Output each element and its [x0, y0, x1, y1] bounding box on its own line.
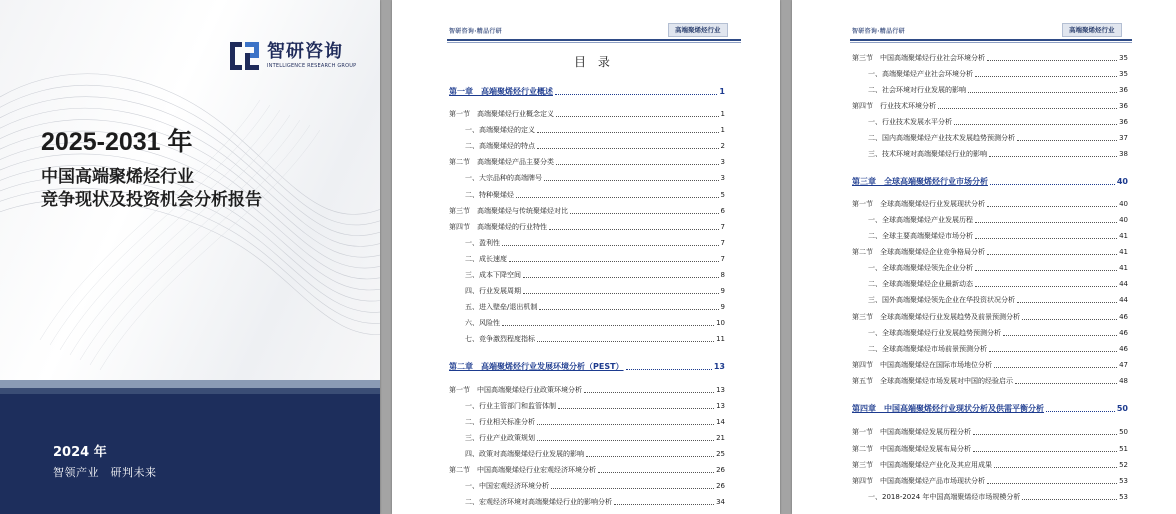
- toc-item-entry[interactable]: [868, 262, 1128, 273]
- toc-entry-label: 二、国内高端聚烯烃产业技术发展趋势预测分析: [868, 134, 1015, 142]
- toc-page-number: 44: [1119, 280, 1128, 288]
- toc-page-number: 52: [1119, 461, 1128, 469]
- toc-entry-label: 一、中国宏观经济环境分析: [465, 482, 549, 490]
- toc-entry-label: 第三节 中国高端聚烯烃产业化及其应用成果: [852, 461, 992, 469]
- toc-item-entry[interactable]: [868, 68, 1128, 79]
- toc-section-entry[interactable]: [449, 384, 725, 395]
- toc-page-number: 10: [716, 319, 725, 327]
- toc-page-number: 50: [1119, 428, 1128, 436]
- toc-leader-dots: [1046, 411, 1115, 412]
- toc-leader-dots: [1003, 335, 1117, 336]
- toc-entry-label: 二、社会环境对行业发展的影响: [868, 86, 966, 94]
- toc-entry-label: 第二节 全球高端聚烯烃企业竞争格局分析: [852, 248, 985, 256]
- toc-entry-label: 第二节 高端聚烯烃产品主要分类: [449, 158, 554, 166]
- toc-page-number: 7: [720, 223, 725, 231]
- toc-leader-dots: [975, 238, 1117, 239]
- toc-leader-dots: [537, 440, 714, 441]
- toc-chapter-entry[interactable]: [449, 86, 725, 97]
- toc-leader-dots: [938, 108, 1117, 109]
- toc-item-entry[interactable]: [868, 84, 1128, 95]
- toc-section-entry[interactable]: [852, 311, 1128, 322]
- toc-entry-label: 一、全球高端聚烯烃产业发展历程: [868, 216, 973, 224]
- toc-entry-label: 第一节 中国高端聚烯烃发展历程分析: [852, 428, 971, 436]
- toc-item-entry[interactable]: [465, 317, 725, 328]
- toc-entry-label: 第三节 高端聚烯烃与传统聚烯烃对比: [449, 207, 568, 215]
- toc-item-entry[interactable]: [868, 230, 1128, 241]
- toc-item-entry[interactable]: [465, 432, 725, 443]
- toc-leader-dots: [614, 504, 714, 505]
- toc-list: [792, 0, 1176, 514]
- toc-item-entry[interactable]: [868, 214, 1128, 225]
- toc-entry-label: 一、高端聚烯烃产业社会环境分析: [868, 70, 973, 78]
- toc-entry-label: 三、国外高端聚烯烃领先企业在华投资状况分析: [868, 296, 1015, 304]
- toc-entry-label: 第三节 中国高端聚烯烃行业社会环境分析: [852, 54, 985, 62]
- toc-page-number: 35: [1119, 70, 1128, 78]
- toc-entry-label: 第三节 全球高端聚烯烃行业发展趋势及前景预测分析: [852, 313, 1020, 321]
- toc-page-number: 13: [716, 402, 725, 410]
- report-title-line2: 竞争现状及投资机会分析报告: [41, 190, 262, 210]
- toc-leader-dots: [990, 184, 1115, 185]
- toc-page-number: 9: [720, 287, 725, 295]
- toc-section-entry[interactable]: [852, 100, 1128, 111]
- page-header-right: 高端聚烯烃行业: [668, 23, 728, 37]
- logo-mark-icon: [229, 40, 261, 72]
- toc-item-entry[interactable]: [465, 189, 725, 200]
- toc-page-number: 2: [720, 142, 725, 150]
- toc-item-entry[interactable]: [465, 333, 725, 344]
- toc-entry-label: 一、行业技术发展水平分析: [868, 118, 952, 126]
- page-header-left: 智研咨询·精品行研: [449, 28, 502, 35]
- toc-page-number: 48: [1119, 377, 1128, 385]
- toc-entry-label: 二、成长速度: [465, 255, 507, 263]
- toc-leader-dots: [1017, 140, 1117, 141]
- toc-section-entry[interactable]: [852, 52, 1128, 63]
- toc-chapter-entry[interactable]: [852, 403, 1128, 414]
- toc-section-entry[interactable]: [449, 108, 725, 119]
- toc-leader-dots: [994, 467, 1117, 468]
- toc-entry-label: 一、全球高端聚烯烃行业发展趋势预测分析: [868, 329, 1001, 337]
- toc-page-number: 46: [1119, 329, 1128, 337]
- toc-item-entry[interactable]: [465, 480, 725, 491]
- toc-leader-dots: [1022, 499, 1117, 500]
- toc-page-number: 53: [1119, 493, 1128, 501]
- toc-page-number: 40: [1119, 200, 1128, 208]
- toc-item-entry[interactable]: [465, 285, 725, 296]
- toc-page-number: 26: [716, 482, 725, 490]
- toc-item-entry[interactable]: [868, 278, 1128, 289]
- toc-entry-label: 四、政策对高端聚烯烃行业发展的影响: [465, 450, 584, 458]
- toc-item-entry[interactable]: [465, 124, 725, 135]
- toc-page-number: 25: [716, 450, 725, 458]
- toc-leader-dots: [987, 483, 1117, 484]
- toc-page-number: 46: [1119, 313, 1128, 321]
- logo-text: 智研咨询: [267, 41, 343, 62]
- toc-page-number: 7: [720, 255, 725, 263]
- toc-leader-dots: [598, 472, 714, 473]
- toc-page-number: 34: [716, 498, 725, 506]
- toc-page-number: 51: [1119, 445, 1128, 453]
- toc-entry-label: 七、竞争激烈程度指标: [465, 335, 535, 343]
- toc-leader-dots: [539, 309, 718, 310]
- toc-page-1[interactable]: [392, 0, 780, 514]
- toc-leader-dots: [987, 60, 1117, 61]
- toc-leader-dots: [626, 369, 712, 370]
- toc-section-entry[interactable]: [852, 459, 1128, 470]
- toc-leader-dots: [558, 408, 714, 409]
- toc-page-number: 7: [720, 239, 725, 247]
- toc-leader-dots: [975, 222, 1117, 223]
- toc-entry-label: 二、宏观经济环境对高端聚烯烃行业的影响分析: [465, 498, 612, 506]
- toc-item-entry[interactable]: [465, 496, 725, 507]
- toc-page-number: 26: [716, 466, 725, 474]
- toc-item-entry[interactable]: [868, 132, 1128, 143]
- toc-entry-label: 第一节 全球高端聚烯烃行业发展现状分析: [852, 200, 985, 208]
- toc-section-entry[interactable]: [852, 246, 1128, 257]
- toc-entry-label: 第四节 中国高端聚烯烃产品市场现状分析: [852, 477, 985, 485]
- page-header-left: 智研咨询·精品行研: [852, 28, 905, 35]
- toc-page-number: 41: [1119, 232, 1128, 240]
- toc-leader-dots: [975, 76, 1117, 77]
- toc-item-entry[interactable]: [465, 253, 725, 264]
- toc-entry-label: 第二章 高端聚烯烃行业发展环境分析（PEST）: [449, 362, 624, 371]
- toc-entry-label: 二、行业相关标准分析: [465, 418, 535, 426]
- report-title-line1: 中国高端聚烯烃行业: [41, 167, 194, 187]
- toc-item-entry[interactable]: [868, 116, 1128, 127]
- toc-page-number: 38: [1119, 150, 1128, 158]
- toc-leader-dots: [989, 156, 1117, 157]
- toc-item-entry[interactable]: [465, 448, 725, 459]
- toc-leader-dots: [537, 132, 719, 133]
- toc-entry-label: 一、高端聚烯烃的定义: [465, 126, 535, 134]
- toc-item-entry[interactable]: [465, 416, 725, 427]
- toc-page-2[interactable]: [792, 0, 1176, 514]
- toc-entry-label: 二、高端聚烯烃的特点: [465, 142, 535, 150]
- toc-entry-label: 第一节 中国高端聚烯烃行业政策环境分析: [449, 386, 582, 394]
- toc-leader-dots: [584, 392, 714, 393]
- toc-section-entry[interactable]: [449, 464, 725, 475]
- toc-page-number: 8: [720, 271, 725, 279]
- toc-page-number: 36: [1119, 86, 1128, 94]
- toc-item-entry[interactable]: [868, 327, 1128, 338]
- toc-page-number: 1: [720, 110, 725, 118]
- toc-leader-dots: [509, 261, 719, 262]
- toc-page-number: 13: [716, 386, 725, 394]
- toc-page-number: 1: [720, 126, 725, 134]
- toc-leader-dots: [551, 488, 714, 489]
- toc-leader-dots: [537, 424, 714, 425]
- toc-entry-label: 第一节 高端聚烯烃行业概念定义: [449, 110, 554, 118]
- toc-leader-dots: [989, 351, 1117, 352]
- toc-section-entry[interactable]: [852, 375, 1128, 386]
- toc-leader-dots: [968, 92, 1117, 93]
- toc-entry-label: 一、全球高端聚烯烃领先企业分析: [868, 264, 973, 272]
- toc-section-entry[interactable]: [852, 475, 1128, 486]
- toc-page-number: 37: [1119, 134, 1128, 142]
- toc-item-entry[interactable]: [465, 269, 725, 280]
- toc-list: [392, 0, 780, 514]
- publish-year: 2024 年: [53, 445, 107, 460]
- toc-leader-dots: [954, 124, 1117, 125]
- toc-leader-dots: [586, 456, 714, 457]
- report-year-range: 2025-2031 年: [41, 128, 193, 156]
- toc-page-number: 9: [720, 303, 725, 311]
- toc-leader-dots: [987, 206, 1117, 207]
- toc-leader-dots: [502, 325, 714, 326]
- toc-entry-label: 第四节 行业技术环境分析: [852, 102, 936, 110]
- toc-page-number: 3: [720, 158, 725, 166]
- toc-section-entry[interactable]: [852, 198, 1128, 209]
- toc-entry-label: 五、进入壁垒/退出机制: [465, 303, 538, 311]
- toc-entry-label: 三、行业产业政策规划: [465, 434, 535, 442]
- toc-page-number: 47: [1119, 361, 1128, 369]
- toc-page-number: 13: [713, 362, 725, 371]
- toc-item-entry[interactable]: [868, 148, 1128, 159]
- toc-item-entry[interactable]: [868, 343, 1128, 354]
- toc-page-number: 44: [1119, 296, 1128, 304]
- toc-page-number: 50: [1116, 404, 1128, 413]
- toc-section-entry[interactable]: [449, 205, 725, 216]
- toc-entry-label: 二、全球高端聚烯烃企业最新动态: [868, 280, 973, 288]
- toc-section-entry[interactable]: [852, 443, 1128, 454]
- toc-leader-dots: [544, 180, 719, 181]
- toc-entry-label: 第四节 高端聚烯烃的行业特性: [449, 223, 547, 231]
- toc-entry-label: 三、成本下降空间: [465, 271, 521, 279]
- toc-chapter-entry[interactable]: [852, 176, 1128, 187]
- toc-entry-label: 一、行业主管部门和监管体制: [465, 402, 556, 410]
- toc-entry-label: 一、盈利性: [465, 239, 500, 247]
- toc-item-entry[interactable]: [465, 237, 725, 248]
- logo-subtext: INTELLIGENCE RESEARCH GROUP: [267, 63, 357, 69]
- toc-leader-dots: [973, 451, 1117, 452]
- toc-leader-dots: [570, 213, 719, 214]
- toc-page-number: 14: [716, 418, 725, 426]
- toc-page-number: 41: [1119, 248, 1128, 256]
- toc-leader-dots: [1022, 319, 1117, 320]
- toc-entry-label: 六、风险性: [465, 319, 500, 327]
- toc-leader-dots: [556, 164, 719, 165]
- toc-page-number: 21: [716, 434, 725, 442]
- toc-entry-label: 一、2018-2024 年中国高端聚烯烃市场规模分析: [868, 493, 1021, 501]
- toc-page-number: 36: [1119, 118, 1128, 126]
- toc-title: 目 录: [574, 55, 614, 69]
- toc-leader-dots: [1015, 383, 1117, 384]
- toc-section-entry[interactable]: [852, 359, 1128, 370]
- toc-item-entry[interactable]: [465, 140, 725, 151]
- toc-page-number: 6: [720, 207, 725, 215]
- toc-entry-label: 第一章 高端聚烯烃行业概述: [449, 87, 553, 96]
- toc-section-entry[interactable]: [449, 156, 725, 167]
- toc-leader-dots: [994, 367, 1117, 368]
- toc-page-number: 36: [1119, 102, 1128, 110]
- toc-leader-dots: [537, 148, 719, 149]
- toc-entry-label: 二、全球主要高端聚烯烃市场分析: [868, 232, 973, 240]
- toc-entry-label: 第二节 中国高端聚烯烃行业宏观经济环境分析: [449, 466, 596, 474]
- toc-section-entry[interactable]: [449, 221, 725, 232]
- toc-page-number: 53: [1119, 477, 1128, 485]
- toc-page-number: 41: [1119, 264, 1128, 272]
- toc-chapter-entry[interactable]: [449, 361, 725, 372]
- toc-page-number: 1: [719, 87, 725, 96]
- toc-item-entry[interactable]: [868, 491, 1128, 502]
- toc-entry-label: 第三章 全球高端聚烯烃行业市场分析: [852, 177, 988, 186]
- toc-page-number: 35: [1119, 54, 1128, 62]
- decorative-waves-graphic: [0, 40, 380, 380]
- toc-section-entry[interactable]: [852, 426, 1128, 437]
- toc-entry-label: 第四节 中国高端聚烯烃在国际市场地位分析: [852, 361, 992, 369]
- toc-leader-dots: [523, 277, 719, 278]
- toc-item-entry[interactable]: [868, 294, 1128, 305]
- toc-entry-label: 第五节 全球高端聚烯烃市场发展对中国的经验启示: [852, 377, 1013, 385]
- toc-leader-dots: [555, 94, 717, 95]
- toc-page-number: 46: [1119, 345, 1128, 353]
- toc-entry-label: 一、大宗品种的高端牌号: [465, 174, 542, 182]
- toc-leader-dots: [523, 293, 719, 294]
- toc-entry-label: 三、技术环境对高端聚烯烃行业的影响: [868, 150, 987, 158]
- toc-leader-dots: [975, 286, 1117, 287]
- toc-leader-dots: [1017, 302, 1117, 303]
- cover-page[interactable]: [0, 0, 380, 514]
- toc-page-number: 40: [1119, 216, 1128, 224]
- toc-entry-label: 第二节 中国高端聚烯烃发展布局分析: [852, 445, 971, 453]
- toc-page-number: 5: [720, 191, 725, 199]
- toc-leader-dots: [549, 229, 719, 230]
- toc-item-entry[interactable]: [465, 301, 725, 312]
- toc-page-number: 40: [1116, 177, 1128, 186]
- toc-entry-label: 二、全球高端聚烯烃市场前景预测分析: [868, 345, 987, 353]
- toc-entry-label: 四、行业发展周期: [465, 287, 521, 295]
- toc-leader-dots: [516, 197, 719, 198]
- company-slogan: 智领产业 研判未来: [53, 466, 157, 479]
- toc-item-entry[interactable]: [465, 400, 725, 411]
- cover-stripe-light: [0, 380, 380, 388]
- toc-leader-dots: [556, 116, 719, 117]
- toc-leader-dots: [537, 341, 714, 342]
- toc-entry-label: 二、特种聚烯烃: [465, 191, 514, 199]
- toc-leader-dots: [502, 245, 719, 246]
- toc-item-entry[interactable]: [465, 172, 725, 183]
- toc-leader-dots: [975, 270, 1117, 271]
- toc-leader-dots: [987, 254, 1117, 255]
- toc-entry-label: 第四章 中国高端聚烯烃行业现状分析及供需平衡分析: [852, 404, 1044, 413]
- toc-leader-dots: [973, 434, 1117, 435]
- company-logo: [229, 40, 356, 72]
- toc-page-number: 3: [720, 174, 725, 182]
- toc-page-number: 11: [716, 335, 725, 343]
- page-header-right: 高端聚烯烃行业: [1062, 23, 1122, 37]
